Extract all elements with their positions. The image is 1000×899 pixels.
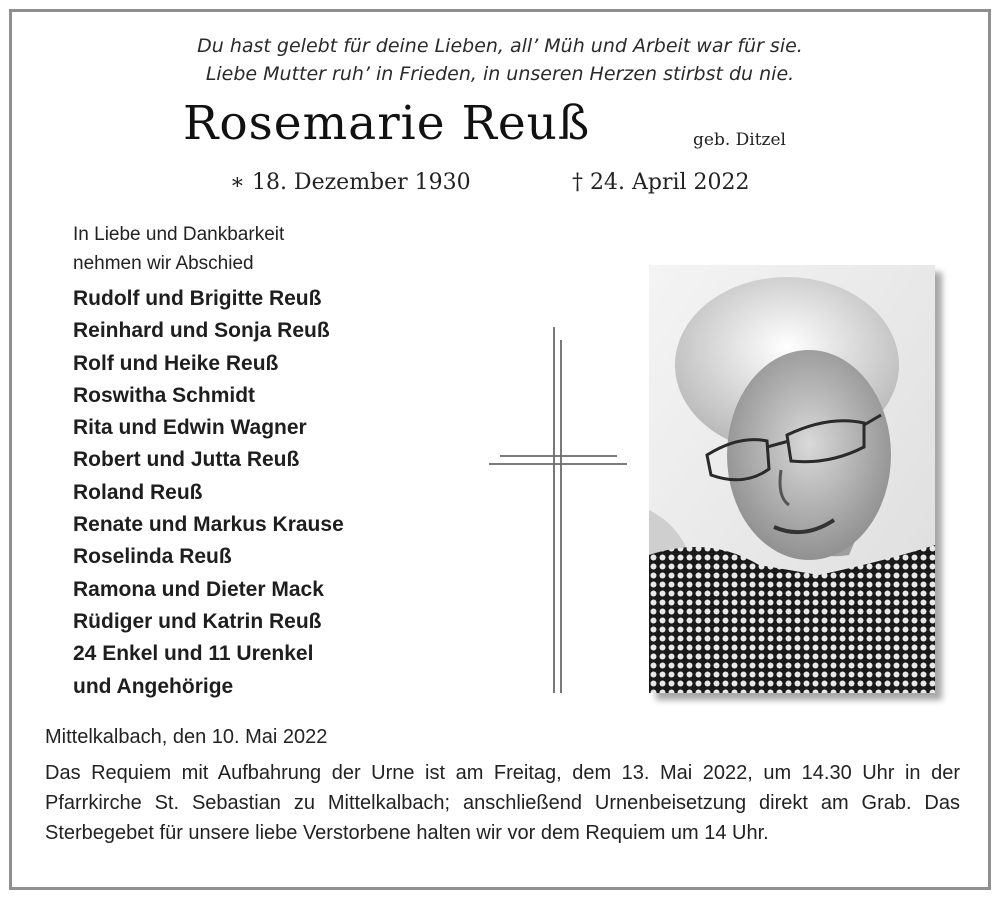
mourner-name: Roland Reuß — [73, 480, 203, 504]
mourner-name: Rüdiger und Katrin Reuß — [73, 609, 322, 633]
mourner-name: Robert und Jutta Reuß — [73, 448, 300, 472]
mourner-name: Rolf und Heike Reuß — [73, 351, 279, 375]
mourner-name: Ramona und Dieter Mack — [73, 577, 324, 601]
portrait-photo — [649, 265, 935, 693]
farewell-intro — [73, 220, 284, 278]
mourner-name: 24 Enkel und 11 Urenkel — [73, 642, 314, 666]
cross-icon — [485, 325, 635, 700]
mourner-name: Rudolf und Brigitte Reuß — [73, 287, 322, 310]
mourner-name: Rita und Edwin Wagner — [73, 416, 307, 440]
verse-line-2: Liebe Mutter ruh’ in Frieden, in unseren Herzen stirbst du nie. — [205, 63, 795, 85]
birth-date: ∗ 18. Dezember 1930 — [230, 170, 471, 195]
maiden-name: geb. Ditzel — [693, 130, 786, 150]
verse-line-1: Du hast gelebt für deine Lieben, all’ Müh und Arbeit war für sie. — [197, 35, 803, 57]
deceased-name: Rosemarie Reuß — [183, 96, 591, 151]
mourners-list — [73, 283, 344, 703]
farewell-intro-line-2: nehmen wir Abschied — [73, 253, 254, 274]
portrait-image — [649, 265, 935, 693]
farewell-intro-line-1: In Liebe und Dankbarkeit — [73, 224, 285, 245]
death-date: † 24. April 2022 — [572, 170, 750, 195]
mourner-name: Renate und Markus Krause — [73, 513, 344, 537]
requiem-details: Das Requiem mit Aufbahrung der Urne ist am Freitag, dem 13. Mai 2022, um 14.30 Uhr in der Pfarrkirche St. Sebastian zu Mittelkalbach; anschließend Urnenbeisetzung direkt am Grab. Das Sterbegebet für unsere liebe Verstorbene halten wir vor dem Requiem um 14 Uhr. — [45, 762, 960, 844]
mourner-name: Roselinda Reuß — [73, 545, 232, 569]
place-and-date: Mittelkalbach, den 10. Mai 2022 — [45, 726, 328, 748]
mourner-name: Roswitha Schmidt — [73, 383, 256, 407]
mourner-name: und Angehörige — [73, 674, 234, 698]
mourner-name: Reinhard und Sonja Reuß — [73, 319, 330, 343]
